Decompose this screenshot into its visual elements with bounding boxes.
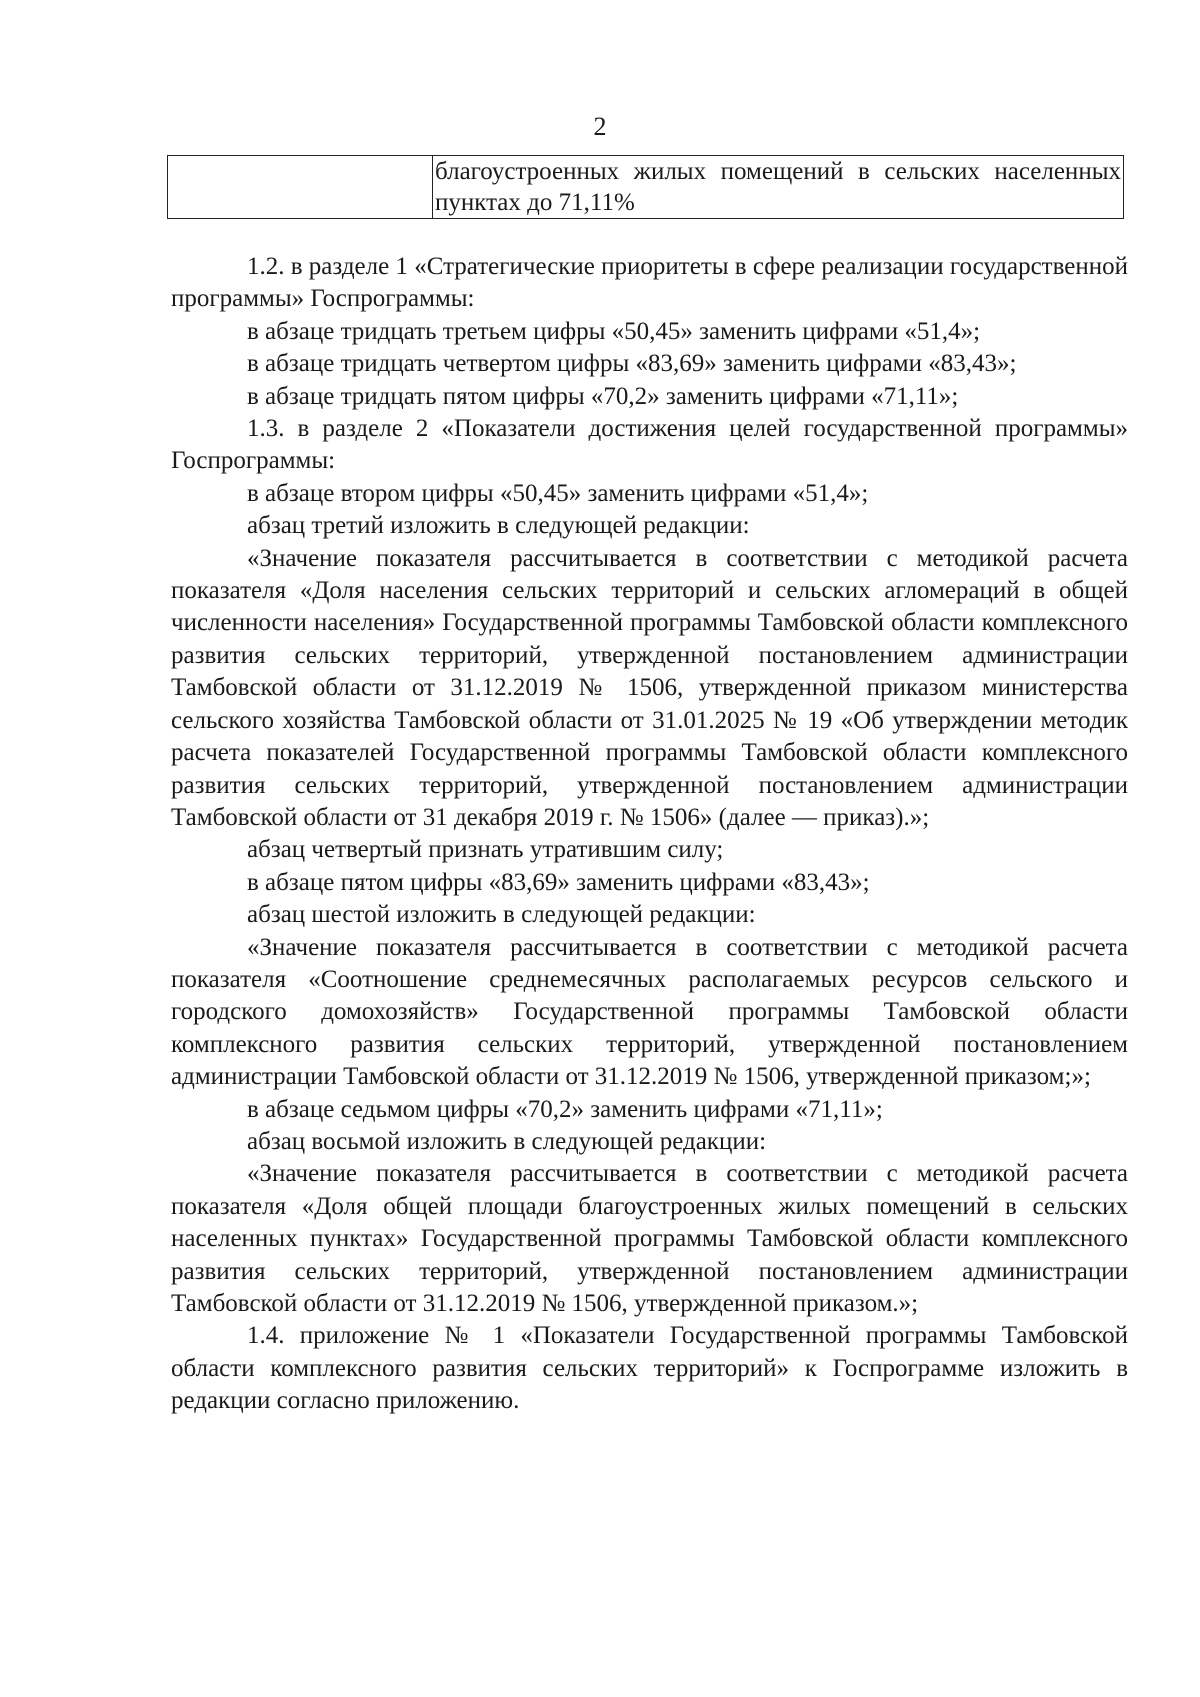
page-number: 2 [593, 112, 607, 141]
paragraph: абзац третий изложить в следующей редакции: [247, 512, 750, 540]
paragraph-1-2: 1.2. в разделе 1 «Стратегические приоритеты в сфере реализации государственной программы» Госпрограммы: [171, 253, 1128, 313]
paragraph: в абзаце втором цифры «50,45» заменить цифрами «51,4»; [247, 479, 869, 507]
paragraph: в абзаце пятом цифры «83,69» заменить цифрами «83,43»; [247, 868, 870, 896]
quoted-paragraph: «Значение показателя рассчитывается в соответствии с методикой расчета показателя «Соотношение среднемесячных располагаемых ресурсов сельского и городского домохозяйств» Государственной программы Тамбовской области комплексного развития сельских территорий, утвержденной постановлением администрации Тамбовской области от 31.12.2019 № 1506, утвержденной приказом;»; [171, 933, 1128, 1091]
paragraph: абзац шестой изложить в следующей редакции: [247, 901, 756, 929]
paragraph-1-3: 1.3. в разделе 2 «Показатели достижения целей государственной программы» Госпрограммы: [171, 415, 1128, 475]
table-cell-right: благоустроенных жилых помещений в сельских населенных пунктах до 71,11% [433, 156, 1124, 219]
table-row [168, 156, 1124, 219]
paragraph: в абзаце тридцать третьем цифры «50,45» заменить цифрами «51,4»; [247, 317, 981, 345]
paragraph: в абзаце тридцать четвертом цифры «83,69» заменить цифрами «83,43»; [247, 350, 1017, 378]
continuation-table [167, 155, 1124, 219]
paragraph: в абзаце седьмом цифры «70,2» заменить цифрами «71,11»; [247, 1095, 883, 1123]
paragraph: абзац четвертый признать утратившим силу; [247, 836, 724, 864]
quoted-paragraph: «Значение показателя рассчитывается в соответствии с методикой расчета показателя «Доля населения сельских территорий и сельских агломераций в общей численности населения» Государственной программы Тамбовской области комплексного развития сельских территорий, утвержденной постановлением администрации Тамбовской области от 31.12.2019 № 1506, утвержденной приказом министерства сельского хозяйства Тамбовской области от 31.01.2025 № 19 «Об утверждении методик расчета показателей Государственной программы Тамбовской области комплексного развития сельских территорий, утвержденной постановлением администрации Тамбовской области от 31 декабря 2019 г. № 1506» (далее — приказ).»; [171, 544, 1128, 831]
paragraph: в абзаце тридцать пятом цифры «70,2» заменить цифрами «71,11»; [247, 382, 959, 410]
quoted-paragraph: «Значение показателя рассчитывается в соответствии с методикой расчета показателя «Доля общей площади благоустроенных жилых помещений в сельских населенных пунктах» Государственной программы Тамбовской области комплексного развития сельских территорий, утвержденной постановлением администрации Тамбовской области от 31.12.2019 № 1506, утвержденной приказом.»; [171, 1160, 1128, 1317]
paragraph: абзац восьмой изложить в следующей редакции: [247, 1127, 767, 1155]
table-cell-left [168, 156, 433, 219]
paragraph-1-4: 1.4. приложение № 1 «Показатели Государственной программы Тамбовской области комплексного развития сельских территорий» к Госпрограмме изложить в редакции согласно приложению. [171, 1322, 1128, 1415]
document-body [171, 251, 1128, 1418]
